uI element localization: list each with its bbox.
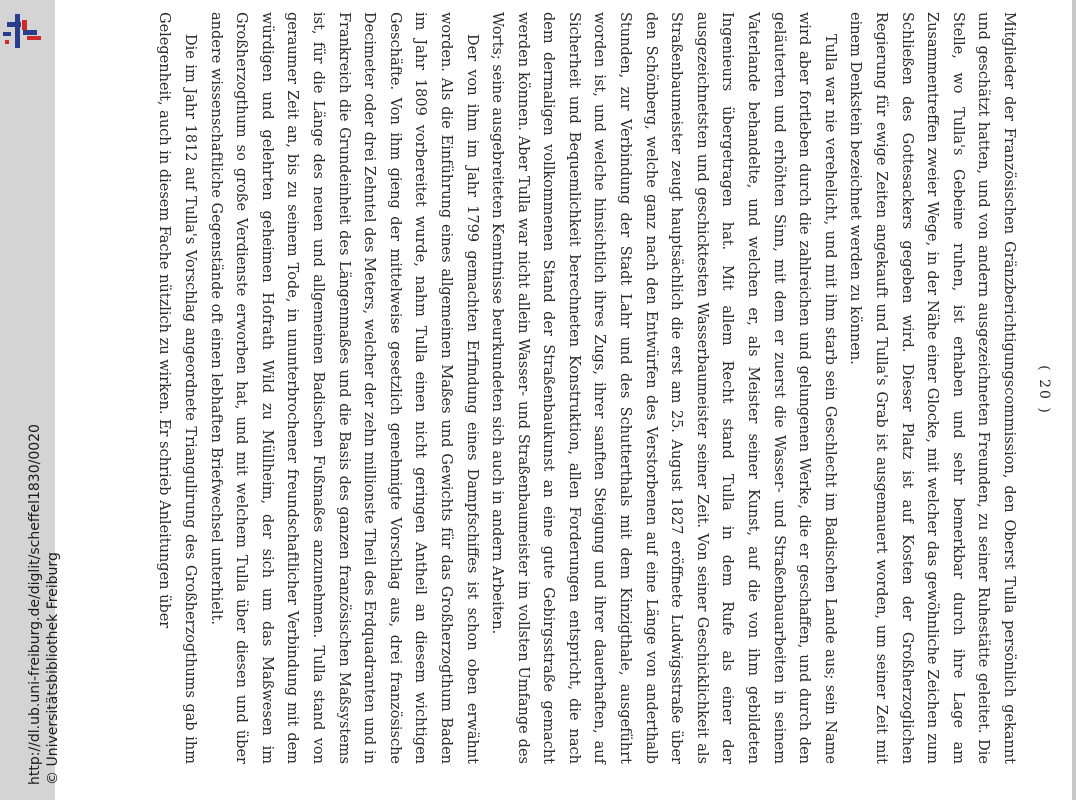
page-content xyxy=(156,0,1065,780)
paragraph: Mitglieder der Französischen Gränzberichtigungscommission, den Oberst Tulla persönlich gekannt und geschätzt hatten, und von andern ausgezeichneten Freunden, zu seiner Ruhestätte geleitet. Die Stelle, wo Tulla's Gebeine ruhen, ist erhaben und sehr bemerkbar durch ihre Lage am Zusammentreffen zweier Wege, in der Nähe einer Glocke, mit welcher das gewöhnliche Zeichen zum Schließen des Gottesackers gegeben wird. Dieser Platz ist auf Kosten der Großherzoglichen Regierung für ewige Zeiten angekauft und Tulla's Grab ist ausgemauert worden, um seiner Zeit mit einem Denkstein bezeichnet werden zu können. xyxy=(847,12,1017,764)
paragraph: Die im Jahr 1812 auf Tulla's Vorschlag angeordnete Triangulirung des Großherzogthums gab ihm Gelegenheit, auch in diesem Fache nützlich zu wirken. Er schrieb Anleitungen über xyxy=(156,12,198,764)
paragraph: Tulla war nie verehelicht, und mit ihm starb sein Geschlecht im Badischen Lande aus; sein Name wird aber fortleben durch die zahlreichen und gelungenen Werke, die er geschaffen, und durch den geläuterten und erhöhten Sinn, mit dem er zuerst die Wasser- und Straßenbauarbeiten in seinem Vaterlande behandelte, und welchen er, als Meister seiner Kunst, auf die von ihm gebildeten Ingenieurs übergetragen hat. Mit allem Recht stand Tulla in dem Rufe als einer der ausgezeichnetsten und geschicktesten Wasserbaumeister seiner Zeit. Von seiner Geschicklichkeit als Straßenbaumeister zeugt hauptsächlich die erst am 25. August 1827 eröffnete Ludwigsstraße über den Schönberg, welche ganz nach den Entwürfen des Verstorbenen auf eine Länge von anderthalb Stunden, zur Verbindung der Stadt Lahr und des Schutterthals mit dem Kinzigthale, ausgeführt worden ist, und welche hinsichtlich ihres Zugs, ihrer sanften Steigung und ihrer dauerhaften, auf Sicherheit und Bequemlichkeit berechneten Konstruktion, allen Forderungen entspricht, die nach dem dermaligen vollkommenen Stand der Straßenbaukunst an eine gute Gebirgsstraße gemacht werden können. Aber Tulla war nicht allein Wasser- und Straßenbaumeister im vollsten Umfange des Worts; seine ausgebreiteten Kenntnisse beurkundeten sich auch in andern Arbeiten. xyxy=(489,12,838,764)
page-edge-shadow xyxy=(1072,0,1076,800)
ub-freiburg-logo-icon xyxy=(3,10,43,50)
copyright-notice: © Universitätsbibliothek Freiburg xyxy=(45,552,61,785)
document-url-link[interactable]: http://dl.ub.uni-freiburg.de/diglit/scheffel1830/0020 xyxy=(27,424,43,785)
page-number: ( 20 ) xyxy=(1036,365,1052,415)
page-body-text xyxy=(151,12,1021,764)
scanned-page xyxy=(55,0,1072,800)
paragraph: Der von ihm im Jahr 1799 gemachten Erfindung eines Dampfschiffes ist schon oben erwähnt worden. Als die Einführung eines allgemeinen Maßes und Gewichts für das Großherzogthum Baden im Jahr 1809 vorbereitet wurde, nahm Tulla einen nicht geringen Antheil an diesem wichtigen Geschäfte. Von ihm gieng der mittelweise gesetzlich genehmigte Vorschlag aus, drei französische Decimeter oder drei Zehntel des Meters, welcher der zehn millionste Theil des Erdquadranten und in Frankreich die Grundeinheit des Längenmaßes und die Basis des ganzen französischen Maßsystems ist, für die Länge des neuen und allgemeinen Badischen Fußmaßes anzunehmen. Tulla stand von geraumer Zeit an, bis zu seinem Tode, in ununterbrochener freundschaftlicher Verbindung mit dem würdigen und gelehrten geheimen Hofrath Wild zu Müllheim, der sich um das Maßwesen im Großherzogthum so große Verdienste erworben hat, und mit welchem Tulla über diesen und über andere wissenschaftliche Gegenstände oft einen lebhaften Briefwechsel unterhielt. xyxy=(207,12,480,764)
viewer-sidebar xyxy=(0,0,61,800)
